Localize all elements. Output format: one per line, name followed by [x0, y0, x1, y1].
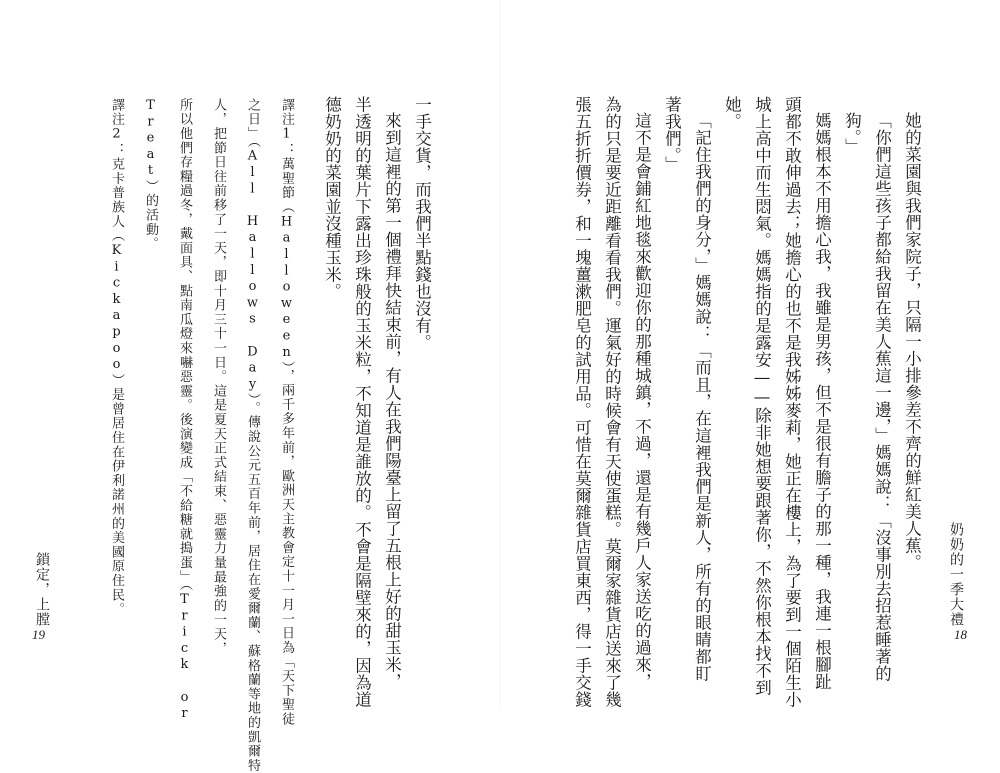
page-gutter	[499, 0, 501, 710]
text-column: 她。	[722, 96, 742, 130]
text-column: 為的只是要近距離看看我們。運氣好的時候會有天使蛋糕。莫爾家雜貨店送來了幾	[602, 96, 622, 708]
text-column: 這不是會鋪紅地毯來歡迎你的那種城鎮，不過，還是有幾戶人家送吃的過來，	[632, 112, 652, 690]
footnote-line: Treat）的活動。	[143, 98, 158, 251]
text-column: 頭都不敢伸過去；她擔心的也不是我姊姊麥莉，她正在樓上，為了要到一個陌生小	[782, 96, 802, 708]
text-column: 著我們。」	[662, 96, 682, 173]
running-head-left: 鎖定，上膛	[34, 552, 50, 627]
footnote-line: 譯注2：克卡普族人（Kickapoo）是曾居住在伊利諾州的美國原住民。	[109, 98, 124, 617]
footnote-line: 人，把節日往前移了一天，即十月三十一日。這是夏天正式結束、惡靈力量最強的一天，	[211, 98, 226, 656]
footnote-line: 之日」（All Hallows Day）。傳說公元五百年前，居住在愛爾蘭、蘇格蘭等地的凱爾特	[245, 98, 260, 773]
running-head-right: 奶奶的一季大禮	[948, 522, 964, 627]
text-column: 她的菜園與我們家院子，只隔一小排參差不齊的鮮紅美人蕉。	[902, 112, 922, 571]
text-column: 「你們這些孩子都給我留在美人蕉這一邊，」媽媽說：「沒事別去招惹睡著的	[872, 112, 892, 682]
text-column: 來到這裡的第一個禮拜快結束前，有人在我們陽臺上留了五根上好的甜玉米，	[382, 112, 402, 690]
footnote-line: 譯注1：萬聖節（Halloween），兩千多年前，歐洲天主教會定十一月一日為「天下聖徒	[279, 98, 294, 727]
text-column: 半透明的葉片下露出珍珠般的玉米粒，不知道是誰放的。不會是隔壁來的，因為道	[352, 96, 372, 708]
text-column: 張五折折價券，和一塊薑漱肥皂的試用品。可惜在莫爾雜貨店買東西，得一手交錢	[572, 96, 592, 708]
text-column: 城上高中而生悶氣。媽媽指的是露安——除非她想要跟著你，不然你根本找不到	[752, 96, 772, 696]
text-column: 狗。」	[842, 112, 862, 155]
page-number-right: 18	[954, 627, 967, 642]
text-column: 一手交貨，而我們半點錢也沒有。	[412, 96, 432, 351]
footnote-line: 所以他們存糧過冬，戴面具、點南瓜燈來嚇惡靈。後演變成「不給糖就搗蛋」（Trick or	[177, 98, 192, 723]
page-number-left: 19	[32, 627, 45, 642]
text-column: 「記住我們的身分，」媽媽說：「而且，在這裡我們是新人，所有的眼睛都盯	[692, 112, 712, 682]
text-column: 德奶奶的菜園並沒種玉米。	[322, 96, 342, 300]
text-column: 媽媽根本不用擔心我，我雖是男孩，但不是很有膽子的那一種，我連一根腳趾	[812, 112, 832, 690]
